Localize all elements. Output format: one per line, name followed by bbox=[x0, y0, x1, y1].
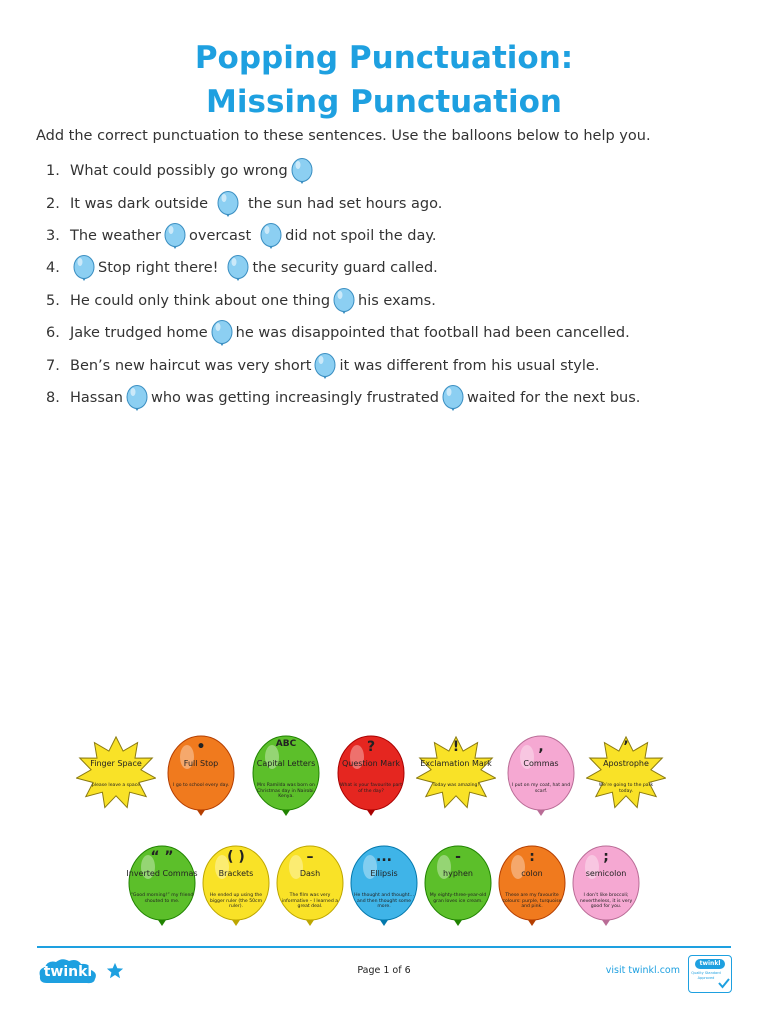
footer-divider bbox=[37, 946, 731, 948]
punctuation-symbol: ’ bbox=[623, 739, 629, 755]
punctuation-symbol: ( ) bbox=[227, 849, 245, 865]
sentence-1 bbox=[46, 155, 746, 187]
punctuation-symbol: “ ” bbox=[150, 849, 174, 865]
sentence-number: 3. bbox=[46, 227, 60, 244]
title-line-1: Popping Punctuation: bbox=[194, 40, 574, 76]
punctuation-example: Today was amazing! bbox=[432, 783, 480, 788]
punctuation-example: The film was very informative – I learned a great deal. bbox=[281, 893, 339, 909]
punctuation-example: I put on my coat, hat and scarf. bbox=[511, 783, 571, 794]
sentence-text: waited for the next bus. bbox=[466, 389, 641, 406]
sentence-text: Jake trudged home bbox=[70, 325, 208, 342]
sentence-text: Ben’s new haircut was very short bbox=[70, 357, 312, 374]
answer-balloon-icon[interactable] bbox=[227, 255, 249, 285]
punctuation-name: hyphen bbox=[443, 869, 473, 878]
punctuation-example: What is your favourite part of the day? bbox=[340, 783, 402, 794]
badge-title: twinkl bbox=[695, 959, 725, 969]
sentence-text: It was dark outside bbox=[70, 195, 208, 212]
answer-balloon-icon[interactable] bbox=[164, 223, 186, 253]
punctuation-balloon bbox=[566, 843, 646, 943]
sentence-number: 8. bbox=[46, 389, 60, 406]
sentence-text: did not spoil the day. bbox=[285, 227, 437, 244]
punctuation-name: Question Mark bbox=[341, 759, 401, 768]
punctuation-example: Mrs Ramilda was born on Christmas day in Nairobi, Kenya. bbox=[257, 783, 315, 799]
punctuation-symbol: ABC bbox=[275, 739, 297, 749]
sentence-text: Stop right there! bbox=[98, 260, 219, 277]
punctuation-name: Capital Letters bbox=[256, 759, 316, 768]
badge-subtitle: Quality Standard Approved bbox=[691, 971, 721, 980]
sentence-text: Hassan bbox=[70, 389, 123, 406]
punctuation-name: semicolon bbox=[585, 869, 627, 878]
punctuation-name: Finger Space bbox=[90, 759, 142, 768]
answer-balloon-icon[interactable] bbox=[333, 288, 355, 318]
sentence-8 bbox=[46, 382, 746, 414]
sentence-text: What could possibly go wrong bbox=[70, 163, 288, 180]
punctuation-example: He thought and thought... and then thought some more. bbox=[354, 893, 414, 909]
punctuation-symbol: ? bbox=[366, 739, 376, 755]
instructions: Add the correct punctuation to these sentences. Use the balloons below to help you. bbox=[36, 128, 651, 144]
punctuation-name: colon bbox=[521, 869, 543, 878]
punctuation-balloon bbox=[161, 733, 241, 833]
sentence-number: 5. bbox=[46, 292, 60, 309]
sentence-number: 7. bbox=[46, 357, 60, 374]
punctuation-example: “Good morning!” my friend shouted to me. bbox=[130, 893, 194, 904]
punctuation-name: Brackets bbox=[218, 869, 254, 878]
punctuation-name: Commas bbox=[523, 759, 559, 768]
punctuation-example: My eighty-three-year-old gran loves ice cream. bbox=[429, 893, 487, 904]
punctuation-balloon bbox=[344, 843, 424, 943]
punctuation-symbol: – bbox=[306, 849, 314, 865]
punctuation-balloon bbox=[246, 733, 326, 833]
punctuation-example: We’re going to the park today. bbox=[598, 783, 654, 794]
sentence-text: who was getting increasingly frustrated bbox=[150, 389, 439, 406]
sentence-number: 6. bbox=[46, 325, 60, 342]
sentence-5 bbox=[46, 285, 746, 317]
punctuation-balloon bbox=[270, 843, 350, 943]
punctuation-name: Dash bbox=[299, 869, 321, 878]
punctuation-symbol: ; bbox=[603, 849, 609, 865]
punctuation-name: Apostrophe bbox=[603, 759, 649, 768]
sentence-number: 2. bbox=[46, 195, 60, 212]
visit-link[interactable]: visit twinkl.com bbox=[605, 965, 680, 976]
logo-text: twinkl bbox=[43, 964, 93, 980]
answer-balloon-icon[interactable] bbox=[217, 191, 239, 221]
sentence-7 bbox=[46, 349, 746, 381]
sentence-text: The weather bbox=[70, 227, 162, 244]
punctuation-balloon bbox=[331, 733, 411, 833]
title-line-2: Missing Punctuation bbox=[206, 84, 562, 120]
sentence-2 bbox=[46, 187, 746, 219]
answer-balloon-icon[interactable] bbox=[211, 320, 233, 350]
punctuation-example: He ended up using the bigger ruler (the 50cm ruler). bbox=[209, 893, 263, 909]
sentence-text: overcast bbox=[189, 227, 252, 244]
punctuation-star bbox=[416, 733, 496, 833]
punctuation-balloon bbox=[501, 733, 581, 833]
punctuation-star bbox=[586, 733, 666, 833]
answer-balloon-icon[interactable] bbox=[442, 385, 464, 415]
sentence-3 bbox=[46, 220, 746, 252]
punctuation-example: please leave a space bbox=[91, 783, 141, 788]
punctuation-balloon bbox=[196, 843, 276, 943]
punctuation-star bbox=[76, 733, 156, 833]
answer-balloon-icon[interactable] bbox=[260, 223, 282, 253]
punctuation-name: Ellipsis bbox=[370, 869, 398, 878]
sentence-text: his exams. bbox=[358, 292, 436, 309]
punctuation-balloon bbox=[492, 843, 572, 943]
punctuation-name: Inverted Commas bbox=[126, 869, 198, 878]
punctuation-example: I go to school every day. bbox=[173, 783, 229, 788]
sentence-text: it was different from his usual style. bbox=[339, 357, 600, 374]
punctuation-symbol: ... bbox=[376, 849, 392, 865]
punctuation-balloon bbox=[122, 843, 202, 943]
sentence-text: the security guard called. bbox=[252, 260, 438, 277]
page-number: Page 1 of 6 bbox=[357, 965, 411, 976]
punctuation-symbol: - bbox=[455, 849, 461, 865]
sentence-number: 1. bbox=[46, 163, 60, 180]
sentence-number: 4. bbox=[46, 260, 60, 277]
answer-balloon-icon[interactable] bbox=[73, 255, 95, 285]
answer-balloon-icon[interactable] bbox=[126, 385, 148, 415]
check-icon bbox=[717, 976, 731, 990]
punctuation-symbol: : bbox=[529, 849, 535, 865]
sentence-6 bbox=[46, 317, 746, 349]
sentence-text: the sun had set hours ago. bbox=[248, 195, 443, 212]
sentence-4 bbox=[46, 252, 746, 284]
punctuation-symbol: ! bbox=[452, 739, 460, 755]
page-title bbox=[0, 36, 768, 124]
punctuation-balloon-key bbox=[70, 725, 710, 945]
sentence-text: he was disappointed that football had been cancelled. bbox=[235, 325, 630, 342]
punctuation-example: These are my favourite colours: purple, turquoise and pink. bbox=[502, 893, 562, 909]
sentence-list bbox=[46, 155, 746, 414]
punctuation-symbol: , bbox=[538, 739, 544, 755]
answer-balloon-icon[interactable] bbox=[314, 353, 336, 383]
quality-badge-icon bbox=[688, 955, 732, 993]
punctuation-name: Exclamation Mark bbox=[420, 759, 492, 768]
punctuation-symbol: • bbox=[196, 739, 206, 755]
answer-balloon-icon[interactable] bbox=[291, 158, 313, 188]
punctuation-balloon bbox=[418, 843, 498, 943]
sentence-text: He could only think about one thing bbox=[70, 292, 331, 309]
punctuation-example: I don’t like broccoli; nevertheless, it is very good for you. bbox=[579, 893, 633, 909]
punctuation-name: Full Stop bbox=[183, 759, 219, 768]
